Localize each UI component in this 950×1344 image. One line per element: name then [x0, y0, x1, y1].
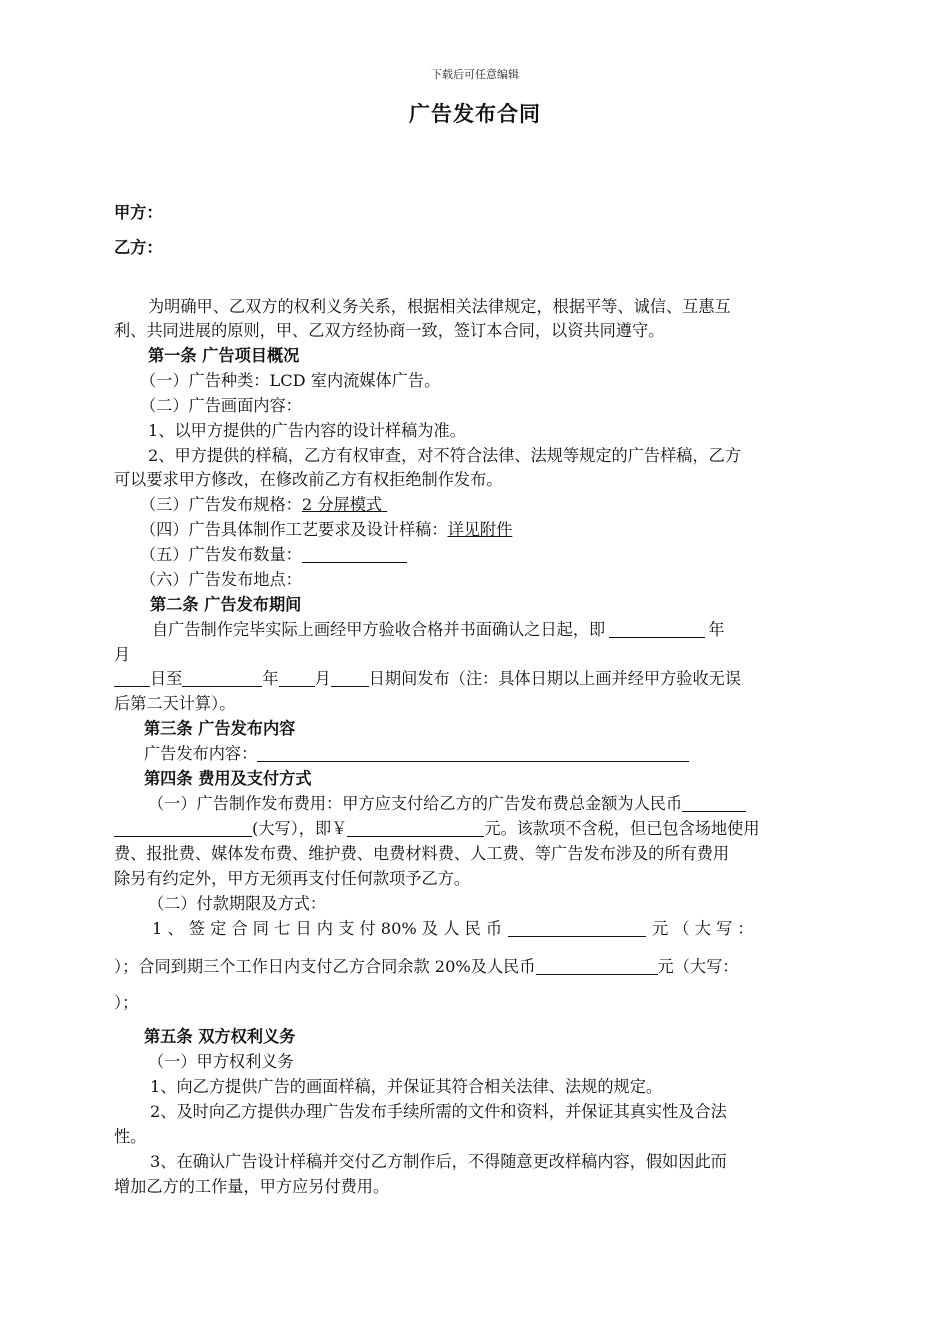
- art1-item-6: （六）广告发布地点：: [140, 570, 302, 589]
- art3-content-line: [144, 743, 878, 765]
- art4-p2: （二）付款期限及方式：: [148, 894, 327, 913]
- art1-item-2-2a: 2、甲方提供的样稿，乙方有权审查，对不符合法律、法规等规定的广告样稿，乙方: [148, 446, 742, 465]
- article-2-heading: 第二条 广告发布期间: [150, 595, 302, 614]
- art1-item-4-value: 详见附件: [447, 520, 513, 539]
- article-1-heading: 第一条 广告项目概况: [148, 346, 300, 365]
- page-title: 广告发布合同: [409, 101, 541, 126]
- art4-p1-line-3: 费、报批费、媒体发布费、维护费、电费材料费、人工费、等广告发布涉及的所有费用: [114, 844, 730, 863]
- art1-item-3: [140, 494, 874, 516]
- art4-p1-line-2: [114, 818, 848, 840]
- art4-p2-text-1: 1 、 签 定 合 同 七 日 内 支 付 80% 及 人 民 币: [152, 919, 503, 938]
- art1-item-2: （二）广告画面内容：: [140, 396, 302, 415]
- art2-line-3: [114, 668, 848, 690]
- blank-field[interactable]: [536, 958, 658, 975]
- art5-s1-2b: 性。: [114, 1127, 147, 1146]
- blank-field[interactable]: [508, 920, 646, 937]
- art4-p2-text-3: ）；合同到期三个工作日内支付乙方合同余款 20%及人民币: [114, 957, 536, 976]
- art2-line-3-text: 日期间发布（注：具体日期以上画并经甲方验收无误: [368, 669, 742, 688]
- party-a-label: 甲方：: [114, 203, 163, 222]
- party-b-label: 乙方：: [114, 238, 163, 257]
- art2-year-label: 年: [708, 620, 725, 639]
- art1-item-5-label: （五）广告发布数量：: [140, 545, 302, 564]
- art1-item-3-value: 2 分屏模式: [301, 495, 383, 514]
- blank-field[interactable]: [182, 670, 262, 687]
- art4-p2-text-4: 元（大写：: [657, 957, 739, 976]
- art1-item-2-1: 1、以甲方提供的广告内容的设计样稿为准。: [148, 421, 466, 440]
- article-4-heading: 第四条 费用及支付方式: [144, 769, 312, 788]
- blank-field[interactable]: [682, 795, 746, 812]
- art1-item-4: [140, 519, 874, 541]
- art1-item-5: [140, 544, 874, 566]
- art3-content-label: 广告发布内容：: [144, 744, 258, 763]
- article-5-heading: 第五条 双方权利义务: [144, 1027, 296, 1046]
- art4-p1-text: （一）广告制作发布费用：甲方应支付给乙方的广告发布费总金额为人民币: [148, 794, 683, 813]
- blank-field[interactable]: [302, 546, 407, 563]
- art2-line-1-text: 自广告制作完毕实际上画经甲方验收合格并书面确认之日起，即: [152, 620, 606, 639]
- art2-line-4: 后第二天计算）。: [114, 694, 236, 713]
- art5-s1-2a: 2、及时向乙方提供办理广告发布手续所需的文件和资料，并保证其真实性及合法: [150, 1102, 727, 1121]
- art2-month-label: 月: [314, 669, 331, 688]
- art5-s1: （一）甲方权利义务: [148, 1052, 294, 1071]
- intro-line-1: 为明确甲、乙双方的权利义务关系，根据相关法律规定，根据平等、诚信、互惠互: [148, 297, 731, 316]
- art4-p1-line-1: [148, 793, 848, 815]
- blank-field[interactable]: [347, 820, 484, 837]
- header-note: 下载后可任意编辑: [431, 68, 519, 81]
- art4-p1-text-3: 元。该款项不含税，但已包含场地使用: [484, 819, 760, 838]
- blank-field[interactable]: [114, 670, 150, 687]
- art5-s1-3a: 3、在确认广告设计样稿并交付乙方制作后，不得随意更改样稿内容，假如因此而: [150, 1152, 727, 1171]
- art1-item-3-label: （三）广告发布规格：: [140, 495, 302, 514]
- blank-field[interactable]: [331, 670, 369, 687]
- art5-s1-3b: 增加乙方的工作量，甲方应另付费用。: [114, 1177, 390, 1196]
- art1-item-4-label: （四）广告具体制作工艺要求及设计样稿：: [140, 520, 448, 539]
- art4-p2-line-1: [152, 918, 848, 940]
- blank-field[interactable]: [114, 820, 252, 837]
- art5-s1-1: 1、向乙方提供广告的画面样稿，并保证其符合相关法律、法规的规定。: [150, 1077, 663, 1096]
- art4-p1-text-2: (大写），即￥: [252, 819, 348, 838]
- art1-item-1: （一）广告种类：LCD 室内流媒体广告。: [140, 371, 441, 390]
- blank-field[interactable]: [609, 621, 705, 638]
- intro-line-2: 利、共同进展的原则，甲、乙双方经协商一致，签订本合同，以资共同遵守。: [114, 321, 665, 340]
- art2-day-label: 日至: [150, 669, 183, 688]
- blank-field[interactable]: [279, 670, 315, 687]
- art4-p2-text-2: 元 （ 大 写 ：: [652, 919, 754, 938]
- article-3-heading: 第三条 广告发布内容: [144, 719, 296, 738]
- blank-field[interactable]: [257, 745, 689, 762]
- art2-year-label-2: 年: [262, 669, 279, 688]
- art4-p1-line-4: 除另有约定外，甲方无须再支付任何款项予乙方。: [114, 869, 471, 888]
- art2-line-1: [152, 619, 848, 641]
- art2-line-2: 月: [114, 645, 131, 664]
- underline-pad: [382, 495, 387, 514]
- art4-p2-line-2: [114, 956, 848, 978]
- art1-item-2-2b: 可以要求甲方修改，在修改前乙方有权拒绝制作发布。: [114, 470, 503, 489]
- art4-p2-line-3: ）；: [114, 993, 139, 1012]
